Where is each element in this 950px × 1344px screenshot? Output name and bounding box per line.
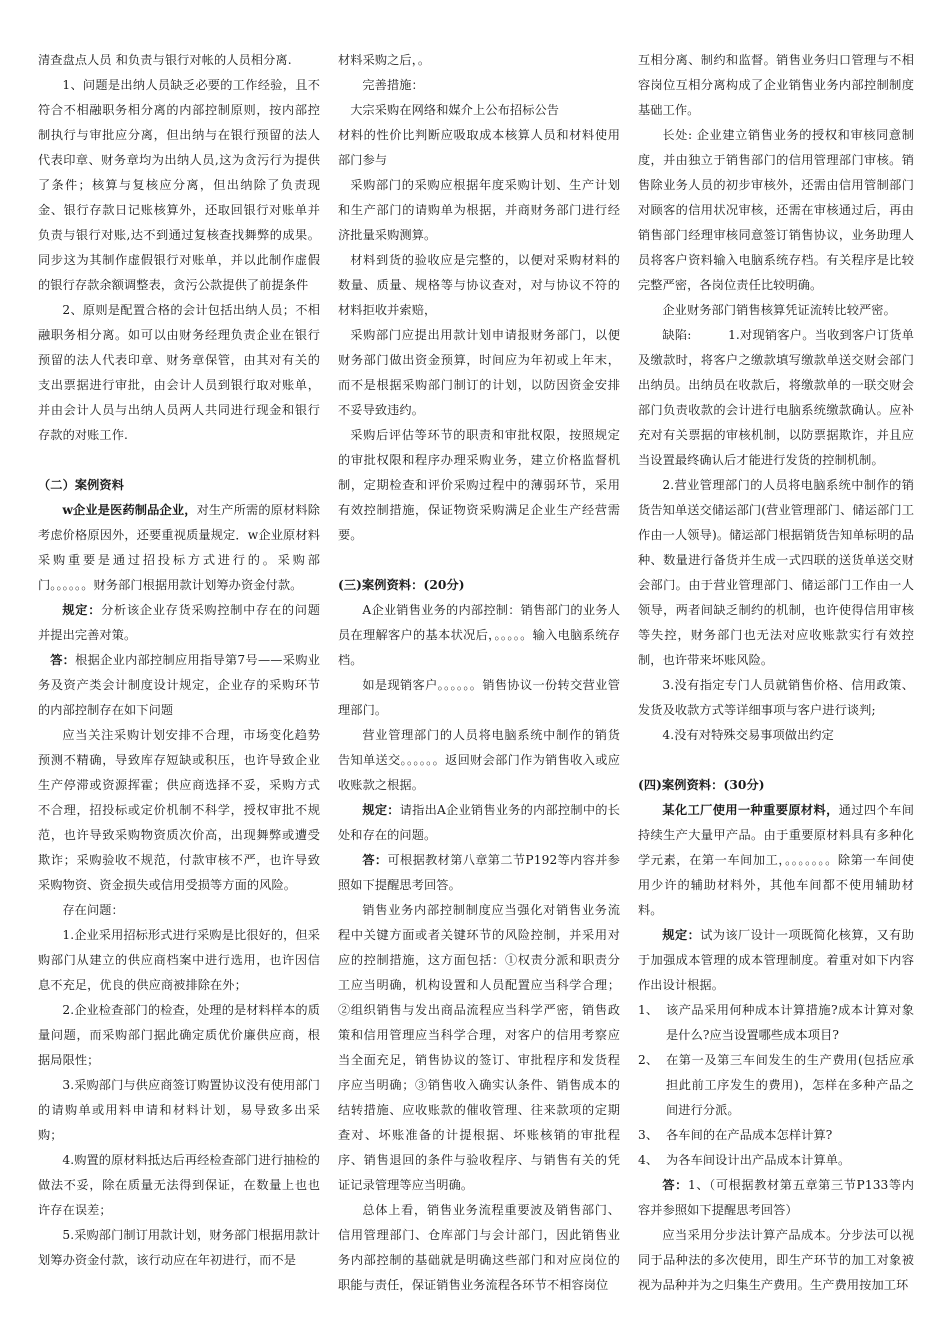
requirement-label: 规定： [662,928,701,942]
paragraph: 如是现销客户。。。。。。销售协议一份转交营业管理部门。 [338,678,620,717]
paragraph: 材料的性价比判断应吸取成本核算人员和材料使用部门参与 [338,128,620,167]
list-text: 该产品采用何种成本计算措施?成本计算对象是什么?应当设置哪些成本项目? [666,1003,914,1042]
answer-label: 答： [362,853,388,867]
list-number: 1、 [638,1003,659,1017]
requirement-label: 规定： [362,803,400,817]
defect-paragraph [638,323,914,473]
paragraph: 材料采购之后，。 [338,53,431,67]
paragraph: 3.没有指定专门人员就销售价格、信用政策、发货及收款方式等详细事项与客户进行谈判; [638,678,914,717]
case-lead: w企业是医药制品企业， [62,503,197,517]
requirement-label: 规定： [62,603,102,617]
answer-label: 答： [662,1178,688,1192]
answer-text: 1、（可根据教材第五章第三节P133等内容并参照如下提醒思考回答） [638,1178,914,1217]
paragraph: 营业管理部门的人员将电脑系统中制作的销货告知单送交。。。。。。返回财会部门作为销售收入或应收账款之根据。 [338,728,620,792]
list-item [638,1148,914,1173]
problem-item: 5.采购部门制订用款计划，财务部门根据用款计划筹办资金付款，该行动应在年初进行，而不是 [38,1228,320,1267]
paragraph: 应当关注采购计划安排不合理，市场变化趋势预测不精确，导致库存短缺或积压，也许导致企业生产停滞或资源挥霍；供应商选择不妥，采购方式不合理，招投标或定价机制不科学，授权审批不规范，也许导致采购物资质次价高，出现舞弊或遭受欺诈；采购验收不规范，付款审核不严，也许导致采购物资、资金损失或信用受损等方面的风险。 [38,728,320,892]
paragraph: 4.没有对特殊交易事项做出约定 [662,728,834,742]
case-text: 对生产所需的原材料除考虑价格原因外，还要重视质量规定．w企业原材料采购重要是通过招投标方式进行的。采购部门。。。。。。财务部门根据用款计划筹办资金付款。 [38,503,321,592]
answer-label: 答： [50,653,76,667]
list-text: 各车间的在产品成本怎样计算? [666,1128,833,1142]
problem-item: 3.采购部门与供应商签订购置协议没有使用部门的请购单或用料申请和材料计划，易导致多出采购； [38,1078,320,1142]
answer-paragraph [38,648,320,723]
list-text: 为各车间设计出产品成本计算单。 [666,1153,851,1167]
paragraph: A企业销售业务的内部控制：销售部门的业务人员在理解客户的基本状况后，。。。。。输入电脑系统存档。 [338,603,620,667]
problem-item: 1.企业采用招标形式进行采购是比很好的，但采购部门从建立的供应商档案中进行选用，也许因信息不充足，优良的供应商被排除在外； [38,928,320,992]
list-text: 在第一及第三车间发生的生产费用(包括应承担此前工序发生的费用)，怎样在多种产品之间进行分派。 [666,1053,914,1117]
paragraph: 大宗采购在网络和媒介上公布招标公告 [350,103,560,117]
requirement-paragraph [38,598,320,648]
paragraph: 清查盘点人员 和负责与银行对帐的人员相分离. [38,53,292,67]
paragraph: 2.营业管理部门的人员将电脑系统中制作的销货告知单送交储运部门(营业管理部门、储运部门工作由一人领导)。储运部门根据销货告知单标明的品种、数量进行备货并生成一式四联的送货单送交财会部门。由于营业管理部门、储运部门工作由一人领导，两者间缺乏制约的机制，也许使得信用审核等失控，财务部门也无法对应收账款实行有效控制，也许带来坏账风险。 [638,478,914,667]
problem-item: 2.企业检查部门的检查，处理的是材料样本的质量问题，而采购部门据此确定质优价廉供应商，根据局限性； [38,1003,320,1067]
list-number: 3、 [638,1128,659,1142]
list-item [638,1048,914,1123]
paragraph: 长处: 企业建立销售业务的授权和审核同意制度，并由独立于销售部门的信用管理部门审核。销售除业务人员的初步审核外，还需由信用管制部门对顾客的信用状况审核，还需在审核通过后，再由销售部门经理审核同意签订销售协议，业务助理人员将客户资料输入电脑系统存档。有关程序是比较完整严密，各岗位责任比较明确。 [638,128,914,292]
list-item [638,1123,914,1148]
section-heading-3: (三)案例资料：(20分) [338,578,465,592]
section-heading-4: (四)案例资料：(30分) [638,778,765,792]
column-middle [338,48,620,1298]
requirement-text: 分析该企业存货采购控制中存在的问题并提出完善对策。 [38,603,320,642]
paragraph: 采购后评估等环节的职责和审批权限，按照规定的审批权限和程序办理采购业务，建立价格监督机制，定期检查和评价采购过程中的薄弱环节，采用有效控制措施，保证物资采购满足企业生产经营需要。 [338,428,620,542]
list-number: 2、 [638,1053,659,1067]
paragraph: 企业财务部门销售核算凭证流转比较严密。 [662,303,896,317]
answer-text: 根据企业内部控制应用指导第7号——采购业务及资产类会计制度设计规定，企业存的采购环节的内部控制存在如下问题 [38,653,320,717]
defect-text: 1.对现销客户。当收到客户订货单及缴款时，将客户之缴款填写缴款单送交财会部门出纳员。出纳员在收款后，将缴款单的一联交财会部门负责收款的会计进行电脑系统缴款确认。应补充对有关票据的审核机制，以防票据欺诈，并且应当设置最终确认后才能进行发货的控制机制。 [638,328,914,467]
paragraph: 材料到货的验收应是完整的，以便对采购材料的数量、质量、规格等与协议查对，对与协议不符的材料拒收并索赔， [338,253,620,317]
paragraph: 1、问题是出纳人员缺乏必要的工作经验，且不符合不相融职务相分离的内部控制原则，按内部控制执行与审批应分离，但出纳与在银行预留的法人代表印章、财务章均为出纳人员,这为贪污行为提供了条件；核算与复核应分离，但出纳除了负责现金、银行存款日记账核算外，还取回银行对账单并负责与银行对账,达不到通过复核查找舞弊的成果。同步这为其制作虚假银行对账单，并以此制作虚假的银行存款余额调整表，贪污公款提供了前提条件 [38,78,320,292]
paragraph: 完善措施： [362,78,424,92]
paragraph: 存在问题： [62,903,124,917]
case-text: 通过四个车间持续生产大量甲产品。由于重要原材料具有多种化学元素，在第一车间加工，。。。。。。。除第一车间使用少许的辅助材料外，其他车间都不使用辅助材料。 [638,803,914,917]
paragraph: 应当采用分步法计算产品成本。分步法可以视同于品种法的多次使用，即生产环节的加工对象被视为品种并为之归集生产费用。生产费用按加工环 [638,1228,914,1292]
case-paragraph [638,798,914,923]
requirement-paragraph [638,923,914,998]
list-number: 4、 [638,1153,659,1167]
list-item [638,998,914,1048]
requirement-text: 试为该厂设计一项既简化核算，又有助于加强成本管理的成本管理制度。着重对如下内容作出设计根据。 [638,928,914,992]
paragraph: 采购部门应提出用款计划申请报财务部门，以便财务部门做出资金预算，时间应为年初或上年末，而不是根据采购部门制订的计划，以防因资金安排不妥导致违约。 [338,328,620,417]
answer-paragraph [638,1173,914,1223]
case-paragraph [38,498,320,598]
requirement-paragraph [338,798,620,848]
requirement-text: 请指出A企业销售业务的内部控制中的长处和存在的问题。 [338,803,620,842]
paragraph: 总体上看，销售业务流程重要波及销售部门、信用管理部门、仓库部门与会计部门，因此销售业务内部控制的基础就是明确这些部门和对应岗位的职能与责任，保证销售业务流程各环节不相容岗位 [338,1203,620,1292]
answer-paragraph [338,848,620,898]
section-heading-2: （二）案例资料 [38,478,125,492]
paragraph: 2、原则是配置合格的会计包括出纳人员；不相融职务相分离。如可以由财务经理负责企业在银行预留的法人代表印章、财务章保管，由其对有关的支出票据进行审批，由会计人员到银行取对账单，并由会计人员与出纳人员两人共同进行现金和银行存款的对账工作. [38,303,320,442]
defect-label: 缺陷: [662,328,692,342]
column-right [638,48,914,1298]
column-left [38,48,320,1273]
problem-item: 4.购置的原材料抵达后再经检查部门进行抽检的做法不妥，除在质量无法得到保证，在数量上也也许存在误差； [38,1153,320,1217]
case-lead: 某化工厂使用一种重要原材料， [662,803,839,817]
paragraph: 采购部门的采购应根据年度采购计划、生产计划和生产部门的请购单为根据，并商财务部门进行经济批量采购测算。 [338,178,620,242]
paragraph: 互相分离、制约和监督。销售业务归口管理与不相容岗位互相分离构成了企业销售业务内部控制制度基础工作。 [638,53,914,117]
paragraph: 销售业务内部控制制度应当强化对销售业务流程中关键方面或者关键环节的风险控制，并采用对应的控制措施，这方面包括：①权责分派和职责分工应当明确，机构设置和人员配置应当科学合理；②组织销售与发出商品流程应当科学严密，销售政策和信用管理应当科学合理，对客户的信用考察应当全面充足，销售协议的签订、审批程序和发货程序应当明确；③销售收入确实认条件、销售成本的结转措施、应收账款的催收管理、往来款项的定期查对、坏账准备的计提根据、坏账核销的审批程序、销售退回的条件与验收程序、与销售有关的凭证记录管理等应当明确。 [338,903,620,1192]
answer-text: 可根据教材第八章第二节P192等内容并参照如下提醒思考回答。 [338,853,621,892]
